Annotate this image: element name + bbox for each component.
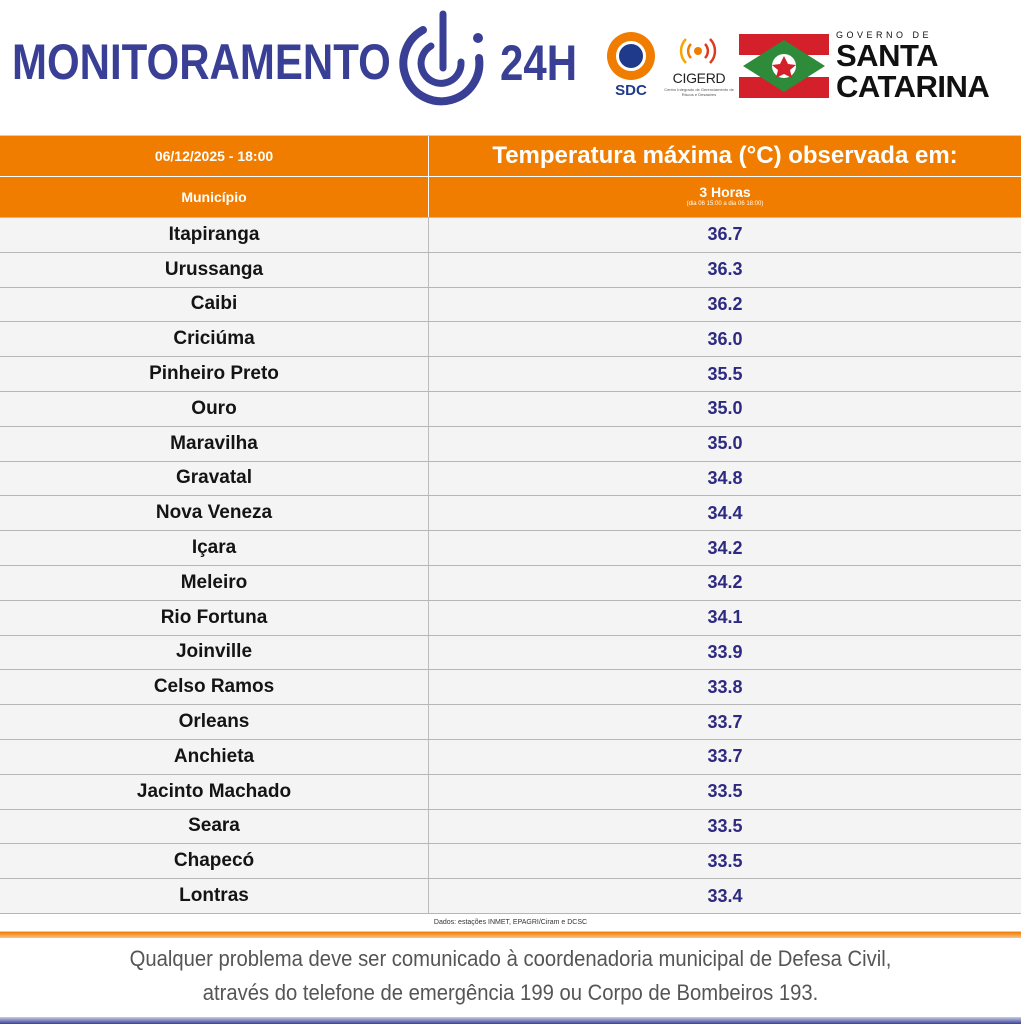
municipio-name: Criciúma bbox=[173, 328, 255, 350]
table-row bbox=[0, 844, 1021, 879]
municipio-name: Anchieta bbox=[173, 745, 255, 767]
santa-catarina-flag bbox=[739, 34, 829, 98]
footer-line-1: Qualquer problema deve ser comunicado à coordenadoria municipal de Defesa Civil, bbox=[129, 946, 892, 971]
table-row bbox=[0, 566, 1021, 601]
temperature-value: 35.0 bbox=[707, 433, 743, 454]
table-row bbox=[0, 636, 1021, 671]
municipio-name: Chapecó bbox=[173, 850, 255, 872]
table-header-row-1 bbox=[0, 136, 1021, 177]
blue-divider bbox=[0, 1017, 1021, 1024]
temperature-value: 36.2 bbox=[707, 293, 743, 314]
data-source-note: Dados: estações INMET, EPAGRI/Ciram e DCSC bbox=[0, 914, 1021, 932]
municipio-name: Içara bbox=[191, 537, 237, 559]
temperature-value: 36.0 bbox=[707, 328, 743, 349]
cigerd-logo bbox=[664, 34, 734, 98]
table-row bbox=[0, 740, 1021, 775]
table-row bbox=[0, 496, 1021, 531]
temperature-value: 35.5 bbox=[707, 363, 743, 384]
temperature-value: 36.7 bbox=[707, 224, 743, 245]
sdc-logo bbox=[604, 32, 658, 100]
table-row bbox=[0, 218, 1021, 253]
municipio-name: Pinheiro Preto bbox=[149, 363, 279, 385]
table-row bbox=[0, 253, 1021, 288]
temperature-value: 35.0 bbox=[707, 398, 743, 419]
table-row bbox=[0, 601, 1021, 636]
gov-line-2: CATARINA bbox=[836, 69, 990, 104]
table-row bbox=[0, 357, 1021, 392]
brand-title: MONITORAMENTO bbox=[12, 34, 391, 90]
table-row bbox=[0, 879, 1021, 914]
temperature-value: 34.2 bbox=[707, 572, 743, 593]
column-header-period: 3 Horas bbox=[699, 184, 751, 200]
temperature-value: 33.7 bbox=[707, 746, 743, 767]
temperature-value: 33.4 bbox=[707, 885, 743, 906]
municipio-name: Ouro bbox=[191, 397, 237, 419]
table-row bbox=[0, 322, 1021, 357]
table-row bbox=[0, 705, 1021, 740]
brand-24h: 24H bbox=[500, 35, 578, 91]
table-row bbox=[0, 810, 1021, 845]
table-header-row-2 bbox=[0, 177, 1021, 218]
header-banner bbox=[0, 0, 1021, 136]
temperature-value: 34.8 bbox=[707, 467, 743, 488]
temperature-value: 33.5 bbox=[707, 815, 743, 836]
gov-top-label: GOVERNO DE bbox=[836, 30, 933, 40]
temperature-value: 36.3 bbox=[707, 259, 743, 280]
municipio-name: Caibi bbox=[190, 293, 238, 315]
table-row bbox=[0, 462, 1021, 497]
municipio-name: Orleans bbox=[178, 711, 250, 733]
temperature-value: 33.9 bbox=[707, 641, 743, 662]
temperature-value: 33.5 bbox=[707, 850, 743, 871]
municipio-name: Urussanga bbox=[164, 258, 264, 280]
municipio-name: Nova Veneza bbox=[155, 502, 273, 524]
column-header-period-range: (dia 06 15:00 a dia 06 18:00) bbox=[686, 201, 764, 207]
radar-icon bbox=[393, 10, 493, 110]
cigerd-label: CIGERD bbox=[672, 70, 726, 86]
governo-santa-catarina bbox=[836, 30, 1016, 102]
municipio-name: Seara bbox=[188, 815, 240, 837]
municipio-name: Joinville bbox=[175, 641, 253, 663]
cigerd-signal-icon bbox=[678, 34, 718, 68]
sdc-label: SDC bbox=[615, 82, 647, 99]
table-title: Temperatura máxima (°C) observada em: bbox=[492, 142, 958, 169]
municipio-name: Jacinto Machado bbox=[136, 780, 292, 802]
municipio-name: Maravilha bbox=[170, 432, 258, 454]
municipio-name: Celso Ramos bbox=[153, 676, 275, 698]
temperature-value: 34.4 bbox=[707, 502, 743, 523]
table-row bbox=[0, 392, 1021, 427]
temperature-value: 34.2 bbox=[707, 537, 743, 558]
footer-line-2: através do telefone de emergência 199 ou Corpo de Bombeiros 193. bbox=[202, 980, 819, 1005]
footer-notice bbox=[0, 938, 1021, 1024]
table-row bbox=[0, 775, 1021, 810]
gov-line-1: SANTA bbox=[836, 38, 938, 73]
temperature-value: 33.8 bbox=[707, 676, 743, 697]
municipio-name: Rio Fortuna bbox=[160, 606, 268, 628]
temperature-value: 34.1 bbox=[707, 607, 743, 628]
municipio-name: Gravatal bbox=[175, 467, 253, 489]
report-datetime: 06/12/2025 - 18:00 bbox=[154, 148, 274, 164]
table-row bbox=[0, 288, 1021, 323]
municipio-name: Itapiranga bbox=[168, 223, 260, 245]
temperature-value: 33.5 bbox=[707, 781, 743, 802]
table-row bbox=[0, 427, 1021, 462]
table-row bbox=[0, 670, 1021, 705]
municipio-name: Meleiro bbox=[180, 571, 248, 593]
cigerd-subtitle: Centro Integrado de Gerenciamento de Riscos e Desastres bbox=[664, 87, 734, 97]
temperature-value: 33.7 bbox=[707, 711, 743, 732]
table-row bbox=[0, 531, 1021, 566]
column-header-municipio: Município bbox=[181, 189, 247, 205]
municipio-name: Lontras bbox=[179, 885, 249, 907]
